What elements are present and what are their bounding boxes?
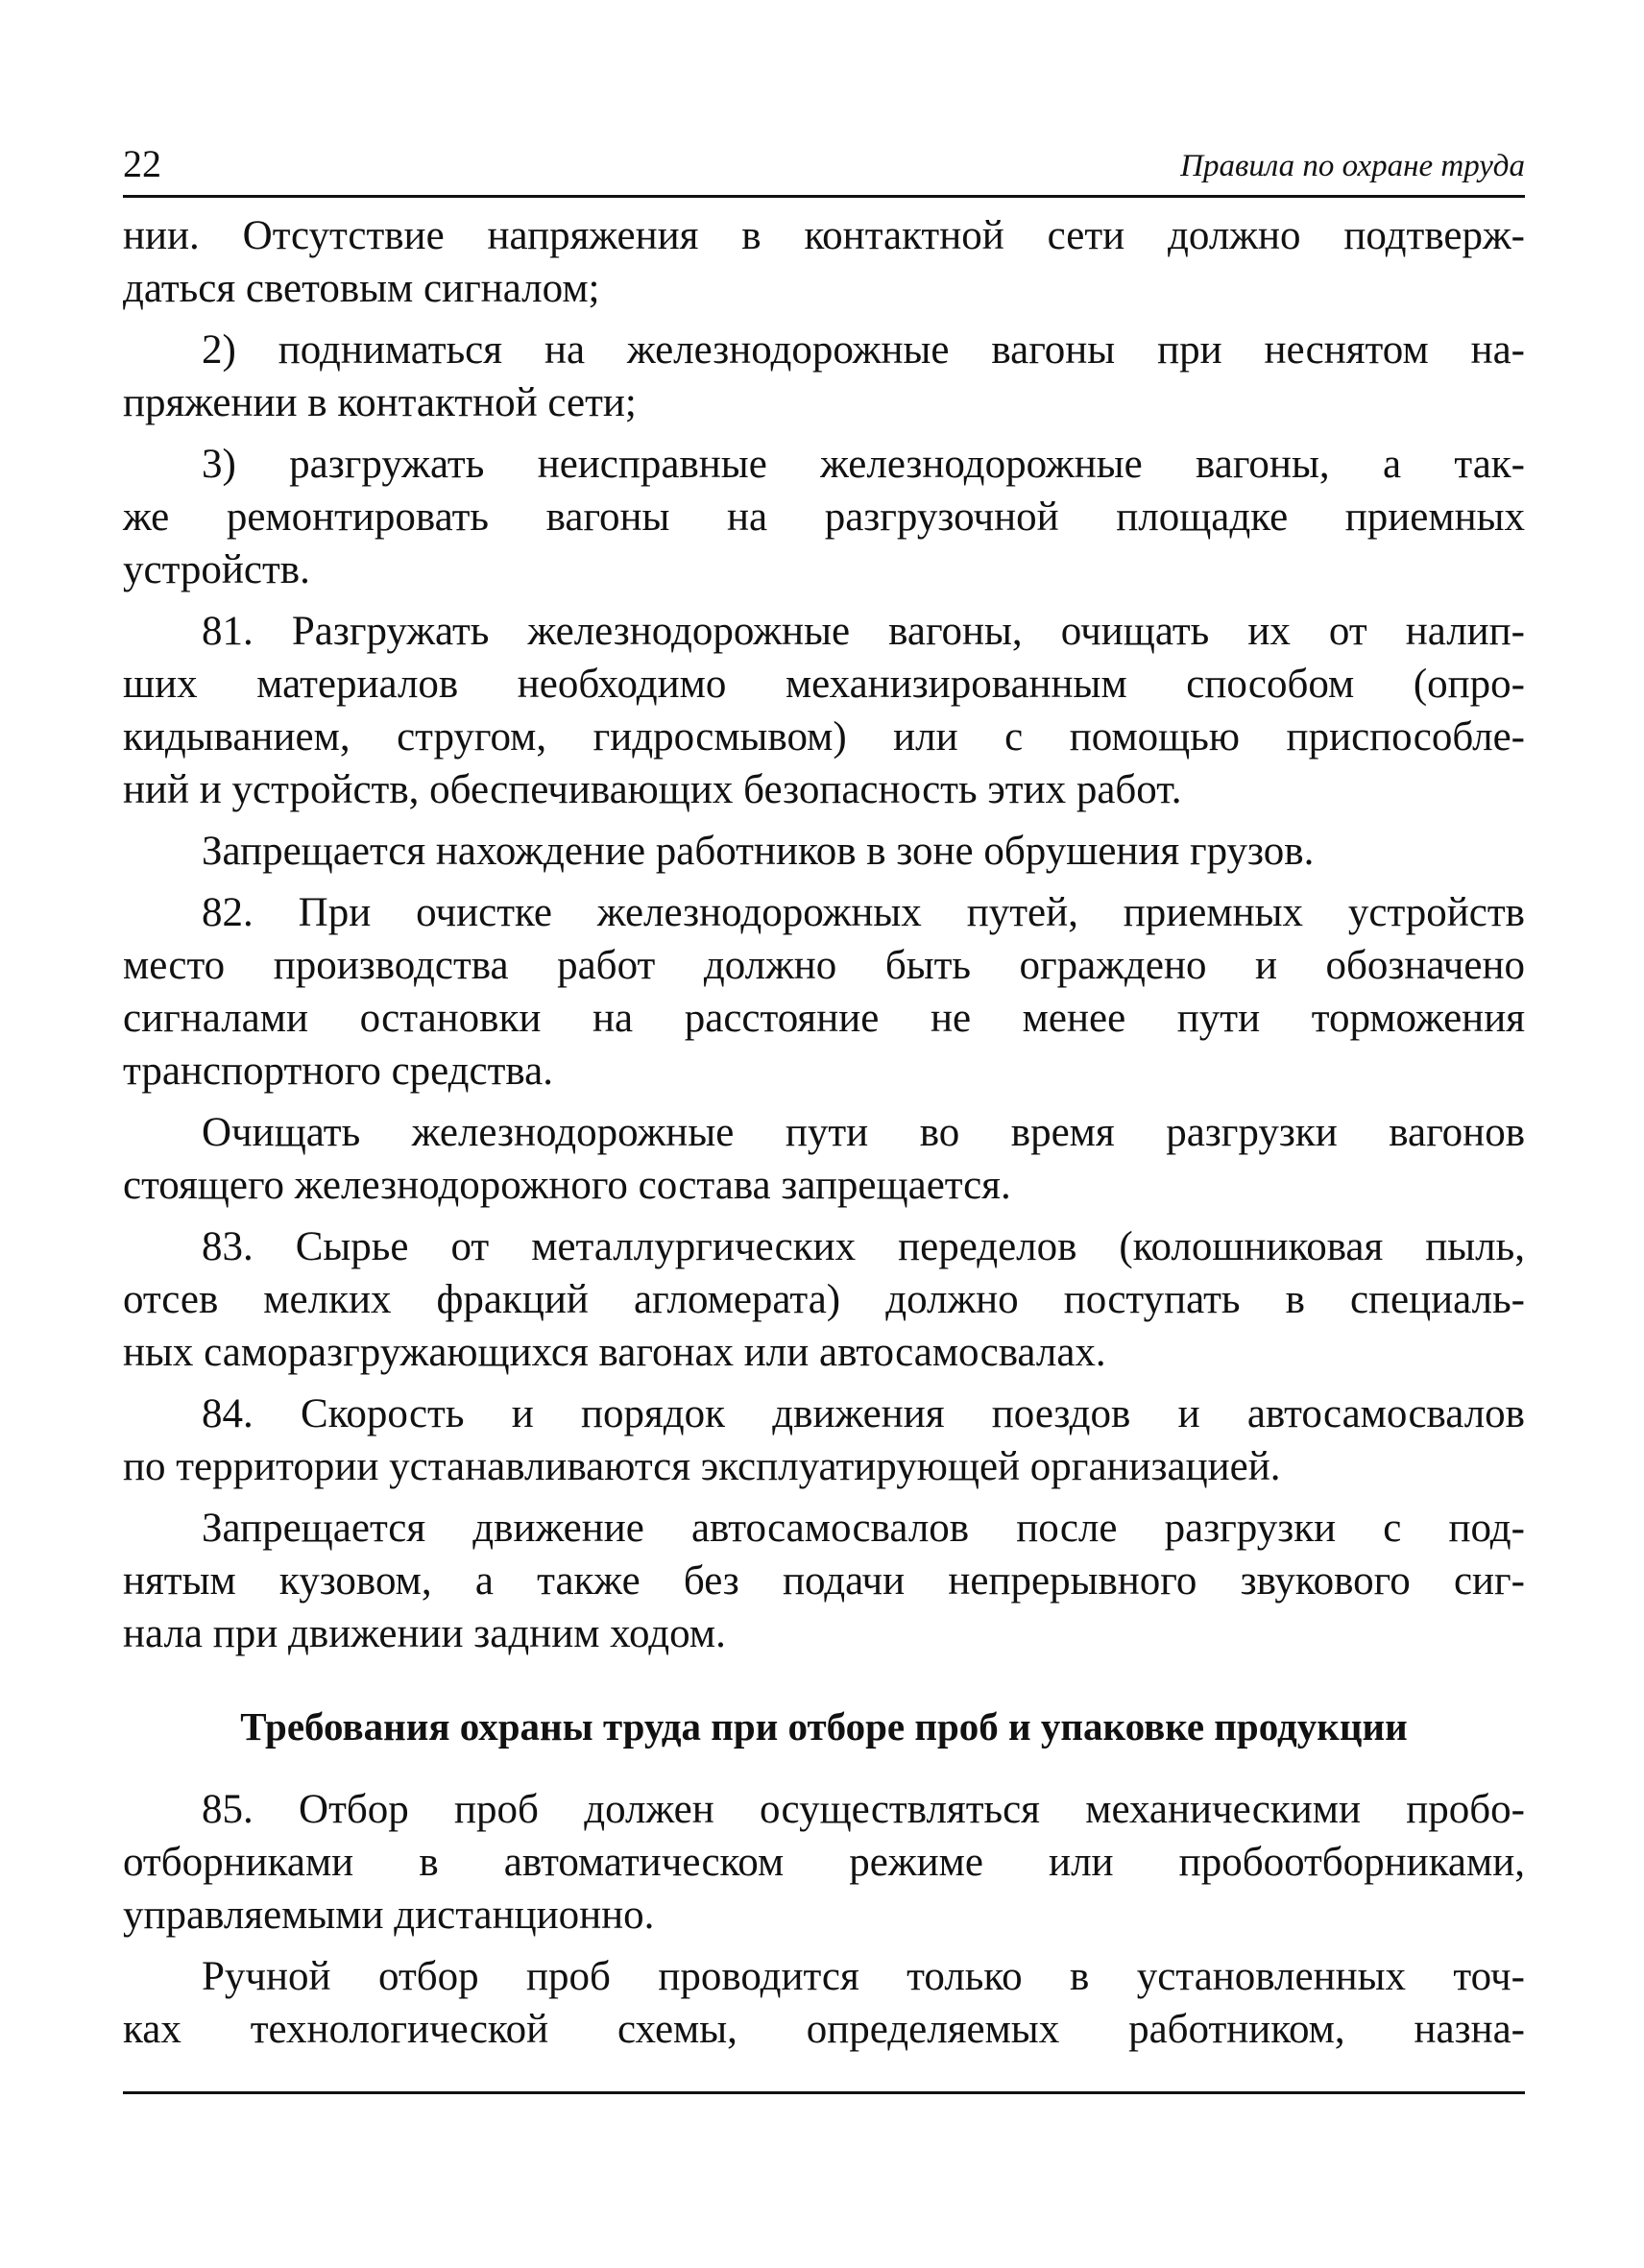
text-line: отсев мелких фракций агломерата) должно поступать в специаль-: [123, 1277, 1525, 1322]
paragraph: [123, 605, 1525, 816]
text-line: место производства работ должно быть ограждено и обозначено: [123, 943, 1525, 988]
text-line: даться световым сигналом;: [123, 266, 600, 311]
paragraph: [123, 1220, 1525, 1379]
text-line: 3) разгружать неисправные железнодорожные вагоны, а так-: [202, 442, 1525, 487]
text-line: Запрещается нахождение работников в зоне обрушения грузов.: [202, 829, 1315, 874]
paragraph: [123, 886, 1525, 1098]
document-page: [123, 139, 1525, 2064]
paragraph: [123, 825, 1525, 878]
body-text: [123, 209, 1525, 2056]
text-line: сигналами остановки на расстояние не менее пути торможения: [123, 996, 1525, 1041]
text-line: 81. Разгружать железнодорожные вагоны, очищать их от налип-: [202, 609, 1525, 654]
paragraph: [123, 1783, 1525, 1942]
running-header: [123, 139, 1525, 198]
text-line: 82. При очистке железнодорожных путей, приемных устройств: [202, 890, 1525, 935]
paragraph: [123, 1106, 1525, 1212]
text-line: ний и устройств, обеспечивающих безопасность этих работ.: [123, 767, 1182, 812]
text-line: устройств.: [123, 547, 310, 592]
text-line: пряжении в контактной сети;: [123, 380, 637, 425]
text-line: транспортного средства.: [123, 1049, 553, 1094]
text-line: нятым кузовом, а также без подачи непрерывного звукового сиг-: [123, 1558, 1525, 1604]
text-line: ших материалов необходимо механизированным способом (опро-: [123, 662, 1525, 707]
text-line: 83. Сырье от металлургических переделов (колошниковая пыль,: [202, 1224, 1525, 1269]
text-line: 85. Отбор проб должен осуществляться механическими пробо-: [202, 1787, 1525, 1832]
footer-rule: [123, 2091, 1525, 2094]
section-heading: Требования охраны труда при отборе проб и упаковке продукции: [240, 1704, 1408, 1749]
paragraph: [123, 1950, 1525, 2056]
text-line: стоящего железнодорожного состава запрещается.: [123, 1163, 1011, 1208]
text-line: по территории устанавливаются эксплуатирующей организацией.: [123, 1444, 1281, 1489]
text-line: управляемыми дистанционно.: [123, 1893, 655, 1938]
text-line: ных саморазгружающихся вагонах или автосамосвалах.: [123, 1330, 1106, 1375]
text-line: Ручной отбор проб проводится только в установленных точ-: [202, 1954, 1525, 1999]
text-line: 2) подниматься на железнодорожные вагоны при неснятом на-: [202, 327, 1525, 373]
text-line: кидыванием, стругом, гидросмывом) или с помощью приспособле-: [123, 714, 1525, 760]
paragraph: [123, 1387, 1525, 1493]
page-number: 22: [123, 142, 161, 185]
text-line: нии. Отсутствие напряжения в контактной сети должно подтверж-: [123, 213, 1525, 258]
paragraph: [123, 1502, 1525, 1660]
text-line: ках технологической схемы, определяемых работником, назна-: [123, 2007, 1525, 2052]
text-line: отборниками в автоматическом режиме или пробоотборниками,: [123, 1840, 1525, 1885]
text-line: же ремонтировать вагоны на разгрузочной площадке приемных: [123, 495, 1525, 540]
paragraph: [123, 209, 1525, 315]
paragraph: [123, 438, 1525, 596]
paragraph: [123, 324, 1525, 429]
text-line: Запрещается движение автосамосвалов после разгрузки с под-: [202, 1506, 1525, 1551]
running-title: Правила по охране труда: [1180, 149, 1525, 183]
text-line: нала при движении задним ходом.: [123, 1611, 726, 1656]
text-line: Очищать железнодорожные пути во время разгрузки вагонов: [202, 1110, 1525, 1155]
text-line: 84. Скорость и порядок движения поездов и автосамосвалов: [202, 1391, 1525, 1436]
